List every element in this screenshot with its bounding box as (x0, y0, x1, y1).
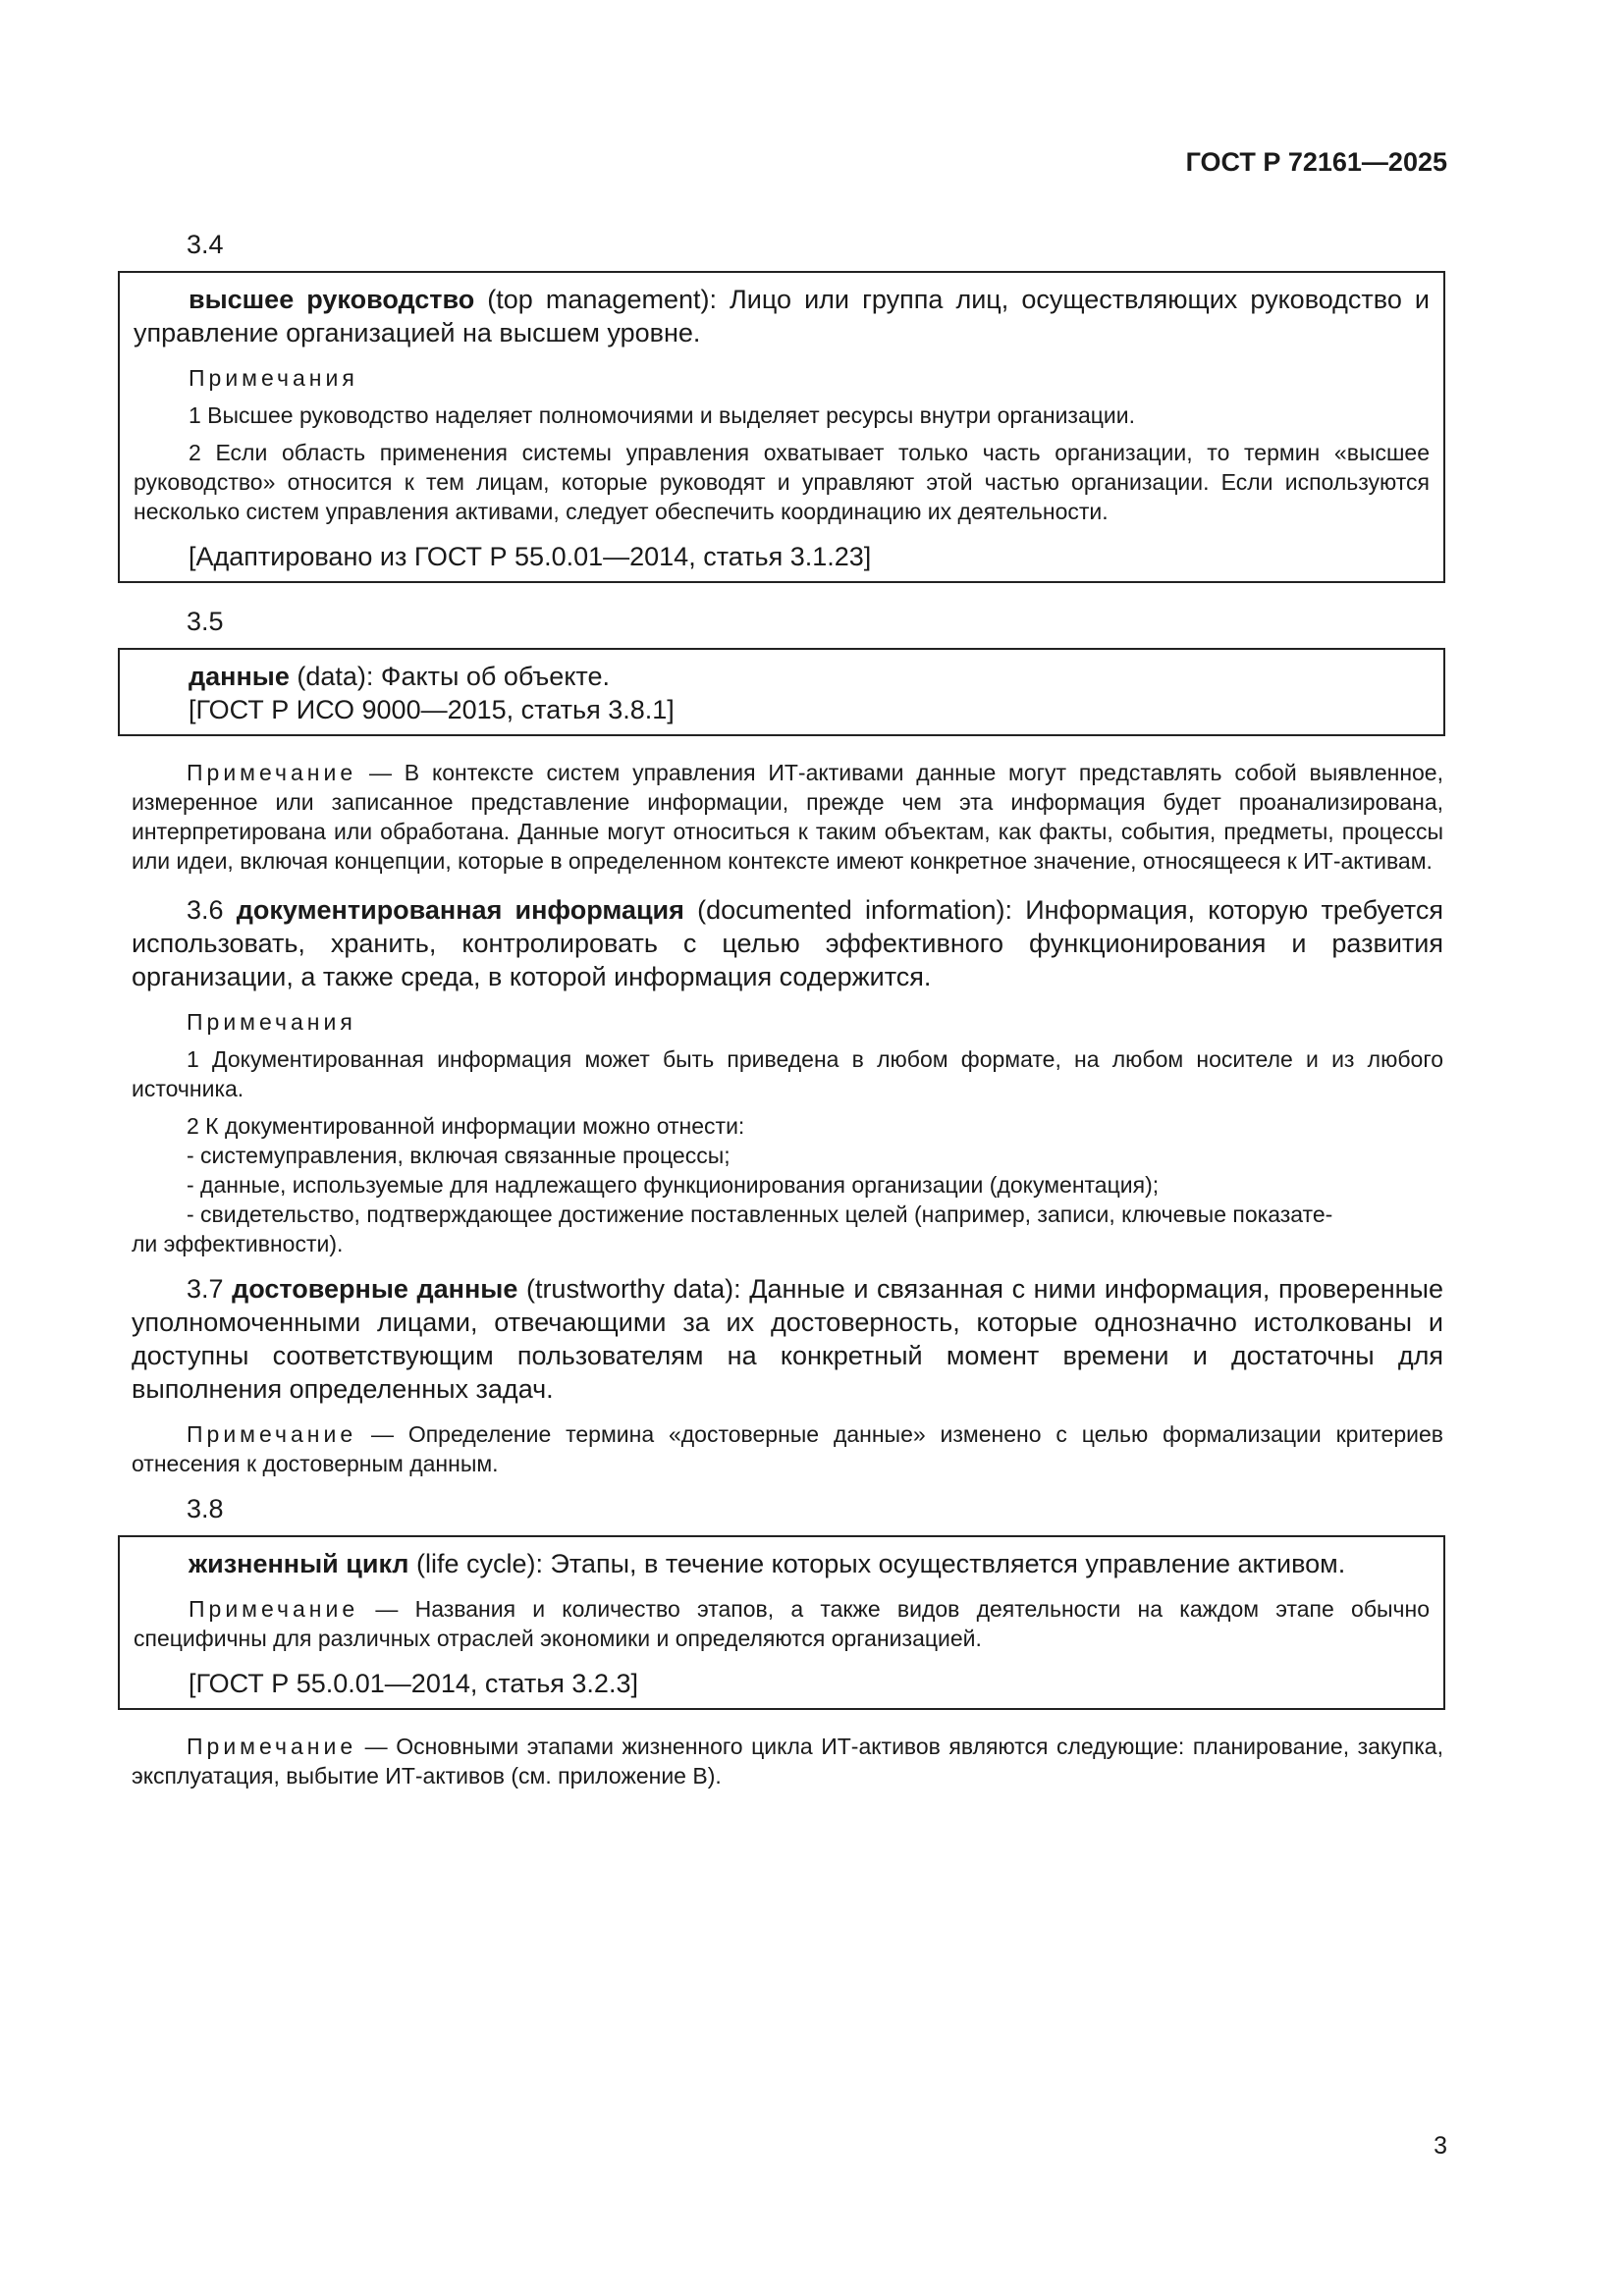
list-item: - свидетельство, подтверждающее достижение поставленных целей (например, записи, ключевые показате- (187, 1201, 1333, 1227)
term: данные (189, 662, 290, 691)
section-number: 3.6 (187, 895, 224, 925)
term-box-3-4 (118, 271, 1445, 583)
list-item-continuation: ли эффективности). (132, 1231, 344, 1256)
note (118, 758, 1445, 876)
term-box-3-5 (118, 648, 1445, 736)
definition-text: : Этапы, в течение которых осуществляется управление активом. (535, 1549, 1346, 1578)
source-reference: [ГОСТ Р 55.0.01—2014, статья 3.2.3] (189, 1669, 638, 1698)
page-number: 3 (1434, 2132, 1447, 2160)
note-label: Примечание (187, 1421, 357, 1447)
term-english: (documented information) (697, 895, 1005, 925)
note-label: Примечание (187, 1734, 357, 1759)
note: 1 Документированная информация может быть приведена в любом формате, на любом носителе и из любого источника. (132, 1046, 1443, 1101)
notes-label: Примечания (189, 365, 358, 391)
note: 1 Высшее руководство наделяет полномочиями и выделяет ресурсы внутри организации. (189, 402, 1136, 428)
note-text: — Основными этапами жизненного цикла ИТ-активов являются следующие: планирование, закупка, эксплуатация, выбытие ИТ-активов (см. приложение В). (132, 1734, 1443, 1789)
section-number: 3.8 (187, 1494, 224, 1523)
note-text: — Определение термина «достоверные данные» изменено с целью формализации критериев отнесения к достоверным данным. (132, 1421, 1443, 1476)
page-content (118, 228, 1445, 1790)
term-english: (trustworthy data) (525, 1274, 734, 1304)
term-definition (118, 1272, 1445, 1406)
list-item: - системуправления, включая связанные процессы; (187, 1143, 731, 1168)
notes-label: Примечания (187, 1009, 356, 1035)
note-label: Примечание (189, 1596, 359, 1622)
list-item: - данные, используемые для надлежащего функционирования организации (документация); (187, 1172, 1160, 1198)
definition-text: : Информация, которую требуется использовать, хранить, контролировать с целью эффективного функционирования и развития организации, а также среда, в которой информация содержится. (132, 895, 1443, 991)
term: документированная информация (236, 895, 684, 925)
term: достоверные данные (232, 1274, 518, 1304)
note: 2 К документированной информации можно отнести: (187, 1113, 745, 1139)
section-number: 3.7 (187, 1274, 224, 1304)
term-box-3-8 (118, 1535, 1445, 1710)
source-reference: [ГОСТ Р ИСО 9000—2015, статья 3.8.1] (189, 695, 675, 724)
term-english: (life cycle) (415, 1549, 536, 1578)
section-number: 3.4 (187, 230, 224, 259)
definition-text: : Факты об объекте. (365, 662, 611, 691)
note (118, 1419, 1445, 1478)
definition-text: : Данные и связанная с ними информация, проверенные уполномоченными лицами, отвечающими за их достоверность, которые однозначно истолкованы и доступны соответствующим пользователям на конкретный момент времени и достаточны для выполнения определенных задач. (132, 1274, 1443, 1404)
document-header: ГОСТ Р 72161—2025 (1185, 147, 1447, 177)
term-definition (118, 893, 1445, 993)
term-english: (top management) (487, 285, 710, 314)
note (118, 1732, 1445, 1790)
term: высшее руководство (189, 285, 475, 314)
definition-text: : Лицо или группа лиц, осуществляющих руководство и управление организацией на высшем уровне. (134, 285, 1430, 347)
note-text: — В контексте систем управления ИТ-активами данные могут представлять собой выявленное, измеренное или записанное представление информации, прежде чем эта информация будет проанализирована, интерпретирована или обработана. Данные могут относиться к таким объектам, как факты, события, предметы, процессы или идеи, включая концепции, которые в определенном контексте имеют конкретное значение, относящееся к ИТ-активам. (132, 760, 1443, 874)
source-reference: [Адаптировано из ГОСТ Р 55.0.01—2014, статья 3.1.23] (189, 542, 872, 571)
term: жизненный цикл (189, 1549, 409, 1578)
note-text: — Названия и количество этапов, а также видов деятельности на каждом этапе обычно специфичны для различных отраслей экономики и определяются организацией. (134, 1596, 1430, 1651)
section-number: 3.5 (187, 607, 224, 636)
term-english: (data) (297, 662, 366, 691)
note: 2 Если область применения системы управления охватывает только часть организации, то термин «высшее руководство» относится к тем лицам, которые руководят и управляют этой частью организации. Если используются несколько систем управления активами, следует обеспечить координацию их деятельности. (134, 440, 1430, 524)
note-label: Примечание (187, 760, 357, 785)
term-definition (134, 283, 1430, 349)
term-definition (134, 1547, 1430, 1580)
note (134, 1594, 1430, 1653)
term-definition (134, 660, 1430, 693)
